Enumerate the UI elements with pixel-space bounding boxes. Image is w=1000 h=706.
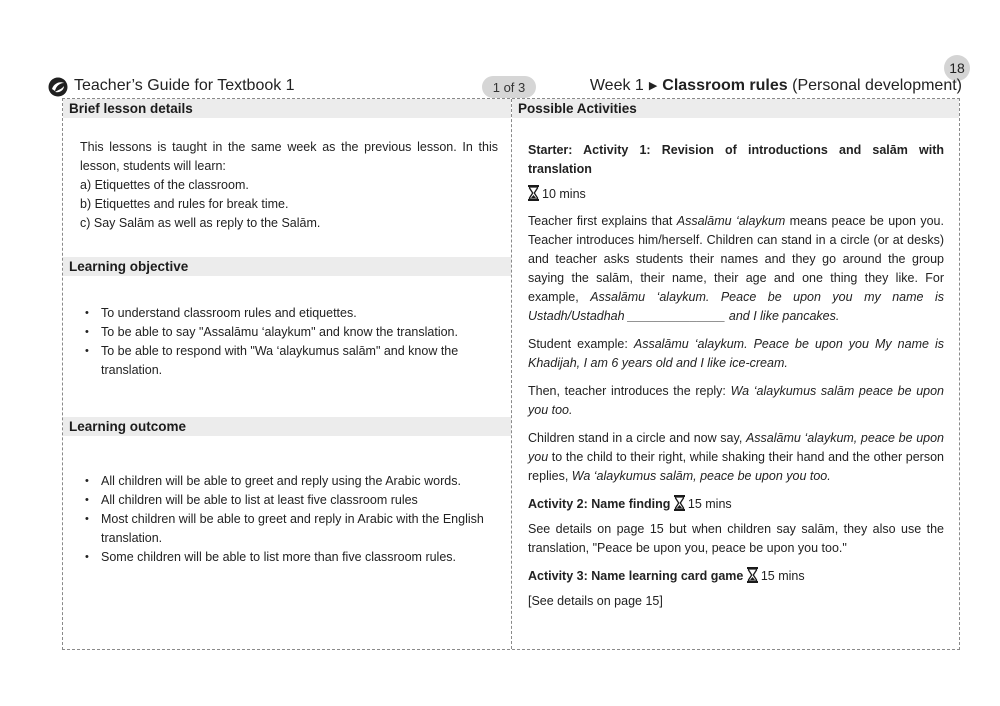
activity1-paragraph [528, 212, 944, 326]
topic-category: (Personal development) [792, 77, 962, 94]
italic-span: Assalāmu ‘alaykum [676, 214, 786, 228]
italic-span: Assalāmu ‘alaykum, peace be upon you [528, 431, 944, 464]
activity2-text: See details on page 15 but when children say salām, they also use the translation, "Peace be upon you, peace be upon you too." [528, 522, 944, 555]
list-item: • To understand classroom rules and etiquettes. [77, 304, 487, 323]
activity3-heading [528, 567, 944, 586]
list-item: • Some children will be able to list more than five classroom rules. [77, 548, 497, 567]
activity2-heading [528, 495, 944, 514]
objective-list [77, 304, 487, 380]
activity2-time: 15 mins [687, 497, 732, 511]
list-item: • To be able to respond with "Wa ‘alaykumus salām" and know the translation. [77, 342, 487, 380]
text-span: means peace be upon you. Teacher introduces him/herself. Children can stand in a circle (or at desks) and teacher asks students their names and they go around the group saying the salām, their name, their age and one thing they like. For example, [528, 214, 944, 304]
hourglass-icon [674, 495, 685, 511]
page-header [48, 74, 962, 100]
activity2-title: Activity 2: Name finding [528, 497, 671, 511]
book-title: Teacher’s Guide for Textbook 1 [74, 77, 295, 94]
logo-icon [48, 77, 68, 97]
italic-span: Assalāmu ‘alaykum. Peace be upon you my name is Ustadh/Ustadhah ______________ and I like pancakes. [528, 290, 944, 323]
brief-heading: Brief lesson details [63, 99, 511, 118]
brief-section [80, 138, 498, 233]
week-label: Week 1 [589, 77, 644, 94]
italic-span: Wa ‘alaykumus salām peace be upon you too. [528, 384, 945, 417]
list-item: • Most children will be able to greet and reply in Arabic with the English translation. [77, 510, 497, 548]
italic-span: Assalāmu ‘alaykum. Peace be upon you My name is Khadijah, I am 6 years old and I like ice-cream. [528, 337, 944, 370]
objective-heading: Learning objective [63, 257, 511, 276]
text-span: to the child to their right, while shaking their hand and the other person replies, [528, 450, 944, 483]
list-item: • All children will be able to greet and reply using the Arabic words. [77, 472, 497, 491]
outcome-list [77, 472, 497, 567]
page-number: 18 [944, 55, 970, 81]
activity3-time: 15 mins [760, 569, 805, 583]
hourglass-icon [528, 185, 539, 201]
reply-paragraph [528, 382, 944, 420]
text-span: Children stand in a circle and now say, [528, 431, 746, 445]
right-column [512, 99, 959, 649]
starter-timer [528, 185, 944, 204]
text-span: Teacher first explains that [528, 214, 677, 228]
lesson-frame [62, 98, 960, 650]
circle-paragraph [528, 429, 944, 486]
brief-item: c) Say Salām as well as reply to the Salām. [80, 216, 321, 230]
activity3-text: [See details on page 15] [528, 594, 663, 608]
activity3-title: Activity 3: Name learning card game [528, 569, 744, 583]
text-span: Then, teacher introduces the reply: [528, 384, 731, 398]
outcome-heading: Learning outcome [63, 417, 511, 436]
brief-item: b) Etiquettes and rules for break time. [80, 197, 289, 211]
week-topic [590, 77, 962, 95]
list-item: • To be able to say "Assalāmu ‘alaykum" and know the translation. [77, 323, 487, 342]
hourglass-icon [747, 567, 758, 583]
starter-title: Starter: Activity 1: Revision of introductions and salām with translation [528, 143, 944, 176]
brief-intro: This lessons is taught in the same week as the previous lesson. In this lesson, students will learn: [80, 140, 498, 173]
list-item: • All children will be able to list at least five classroom rules [77, 491, 497, 510]
activities-heading: Possible Activities [512, 99, 959, 118]
text-span: Student example: [528, 337, 634, 351]
page-indicator: 1 of 3 [482, 76, 536, 98]
brief-item: a) Etiquettes of the classroom. [80, 178, 249, 192]
italic-span: Wa ‘alaykumus salām, peace be upon you too. [571, 469, 831, 483]
left-column [63, 99, 511, 649]
topic-title: Classroom rules [662, 77, 788, 94]
activities-body [528, 141, 944, 620]
student-example-paragraph [528, 335, 944, 373]
triangle-right-icon: ▶ [648, 80, 658, 92]
starter-time: 10 mins [542, 187, 586, 201]
